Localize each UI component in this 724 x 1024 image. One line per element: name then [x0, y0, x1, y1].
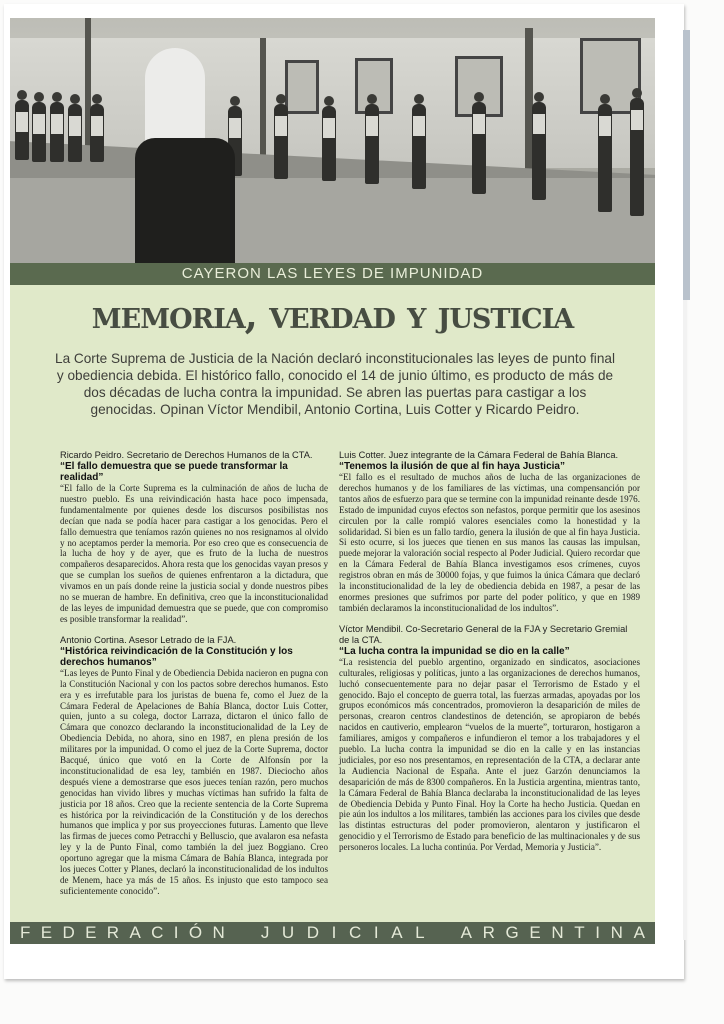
woman-with-white-scarf: [120, 48, 240, 263]
quote-headline: “El fallo demuestra que se puede transformar la realidad”: [60, 461, 288, 483]
opinion-mendibil: [339, 624, 640, 853]
quote-body: “La resistencia del pueblo argentino, organizado en sindicatos, asociaciones culturales, religiosas y políticas, junto a las organizaciones de derechos humanos, luchó consecuentemente para no dejar pasar el Terrorismo de Estado y el genocido. Bajo el concepto de guerra total, las fuerzas armadas, apoyadas por los grupos económicos más concentrados, promovieron la desaparición de miles de personas, crearon centros clandestinos de detención, se apropiaron de bebés nacidos en cautiverio, emplearon “vuelos de la muerte”, torturaron, hostigaron a familiares, amigos y compañeros e infundieron el temor a los trabajadores y el pueblo. La lucha contra la impunidad se dio en la calle y en las instancias judiciales, por eso nos presentamos, en representación de la CTA, a declarar ante la Audiencia Nacional de España. Ante el juez Garzón denunciamos la desaparición de más de 8300 compañeros. En la Justicia argentina, mientras tanto, la Cámara Federal de Bahía Blanca declaraba la inconstitucionalidad de las leyes de Obediencia Debida y Punto Final. Hoy la Corte ha hecho Justicia. Quedan en pie aún los indultos a los militares, también las acciones para los civiles que desde las distintas estructuras del poder promovieron, alentaron y justificaron el genocidio y el Terrorismo de Estado para beneficio de las multinacionales y de sus personeros locales. La lucha continúa. Por Verdad, Memoria y Justicia”.: [339, 656, 640, 853]
opinion-peidro: [60, 450, 328, 625]
author-line: Víctor Mendibil. Co-Secretario General de la FJA y Secretario Gremial de la CTA.: [339, 623, 628, 645]
footer-word: F E D E R A C I Ó N: [20, 923, 225, 942]
article-title: memoria, verdad y justicia: [91, 292, 574, 337]
quote-body: “El fallo es el resultado de muchos años de lucha de las organizaciones de derechos humanos y de los familiares de las víctimas, una compensanción por tantos años de esfuerzo para que se termine con la impunidad reinante desde 1976. Estado de impunidad cuyos efectos son nefastos, porque permitir que los asesinos circulen por la calle rompió valores esenciales como la honestidad y la solidaridad. Si bien es un fallo tardío, genera la ilusión de que al fin haya Justicia. Si esto ocurre, si los jueces que tienen en sus manos las causas las impulsan, puede mejorar la valoración social respecto al Poder Judicial. Quiero recordar que en la Cámara Federal de Bahía Blanca investigamos esos crímenes, cuyos registros obran en más de 30000 fojas, y que fuimos la única Cámara que declaró la inconstitucionalidad de la ley de obediencia debida en 1987, a pesar de las enormes presiones que sufrimos por parte del poder político, y que en 1989 también declaramos la inconstitucionalidad de los indultos”.: [339, 472, 640, 613]
next-page-edge-lower: [683, 300, 687, 940]
quote-body: “El fallo de la Corte Suprema es la culminación de años de lucha de nuestro pueblo. Es una reivindicación hasta hace poco impensada, fundamentalmente por quienes desde los discursos posibilistas nos decían que nada se podía hacer para castigar a los genocidas. Pero el fallo demuestra que teníamos razón quienes no nos resignamos al olvido y no aceptamos perder la memoria. Por eso creo que es consecuencia de la lucha de hoy y de ayer, que es fruto de la lucha de nuestros compañeros desaparecidos. Ahora resta que los genocidas vayan presos y que se cumplan los sueños de quienes enfrentaron a la dictadura, que vivamos en un país donde reine la justicia social y donde nuestros pibes no se mueran de hambre. En definitiva, creo que la inconstitucionalidad de las leyes de impunidad demuestra que se puede, que con compromiso es posible transformar la realidad”.: [60, 483, 328, 624]
next-page-edge: [683, 30, 690, 300]
footer-word: J U D I C I A L: [260, 923, 425, 942]
footer-band: [10, 922, 655, 944]
quote-body: “Las leyes de Punto Final y de Obediencia Debida nacieron en pugna con la Constitución Nacional y con los pactos sobre derechos humanos. Esto era y es irrefutable para los juristas de buena fe, como el Juez de la Cámara Federal de Apelaciones de Bahía Blanca, doctor Luis Cotter, quien, junto a su colega, doctor Larraza, dictaron el único fallo de Cámara que conozco declarando la inconstitucionalidad de la Ley de Obediencia Debida, no ahora, sino en 1987, en plena presión de los militares por la impunidad. O como el juez de la Corte Suprema, doctor Bacqué, único que votó en la Corte de Alfonsín por la inconstitucionalidad de esa ley, también en 1987. Dieciocho años después viene a demostrarse que esos jueces tenían razón, pero muchos genocidas han vivido libres y muchas víctimas han sufrido la falta de justicia por 18 años. Creo que la reciente sentencia de la Corte Suprema es histórica por la reivindicación de la Constitución y de los derechos humanos que implica y por sus proyecciones futuras. Lamento que lleve las firmas de jueces como Petracchi y Belluscio, que avalaron esa nefasta ley y la de Punto Final, como también la del juez Boggiano. Creo oportuno agregar que la misma Cámara de Bahía Blanca, integrada por los jueces Cotter y Planes, declaró la inconstitucionalidad de los indultos de Menem, hace ya más de 15 años. Es injusto que esto tampoco sea suficientemente conocido”.: [60, 667, 328, 896]
quote-headline: “Histórica reivindicación de la Constitución y los derechos humanos”: [60, 645, 293, 668]
header-photo: [10, 18, 655, 263]
article-deck: La Corte Suprema de Justicia de la Nación declaró inconstitucionales las leyes de punto final y obediencia debida. El histórico fallo, conocido el 14 de junio último, es producto de más de dos décadas de lucha contra la impunidad. Se abren las puertas para castigar a los genocidas. Opinan Víctor Mendibil, Antonio Cortina, Luis Cotter y Ricardo Peidro.: [55, 351, 615, 417]
author-line: Luis Cotter. Juez integrante de la Cámara Federal de Bahía Blanca.: [339, 450, 619, 460]
opinion-cotter: [339, 450, 640, 614]
footer-word: A R G E N T I N A: [460, 923, 645, 942]
author-line: Antonio Cortina. Asesor Letrado de la FJA.: [60, 634, 237, 645]
section-banner: CAYERON LAS LEYES DE IMPUNIDAD: [10, 263, 655, 285]
author-line: Ricardo Peidro. Secretario de Derechos Humanos de la CTA.: [60, 450, 313, 460]
quote-headline: “Tenemos la ilusión de que al fin haya Justicia”: [339, 461, 565, 472]
left-column: [60, 450, 328, 907]
quote-headline: “La lucha contra la impunidad se dio en la calle”: [339, 645, 570, 657]
right-column: [339, 450, 640, 863]
opinion-cortina: [60, 635, 328, 897]
